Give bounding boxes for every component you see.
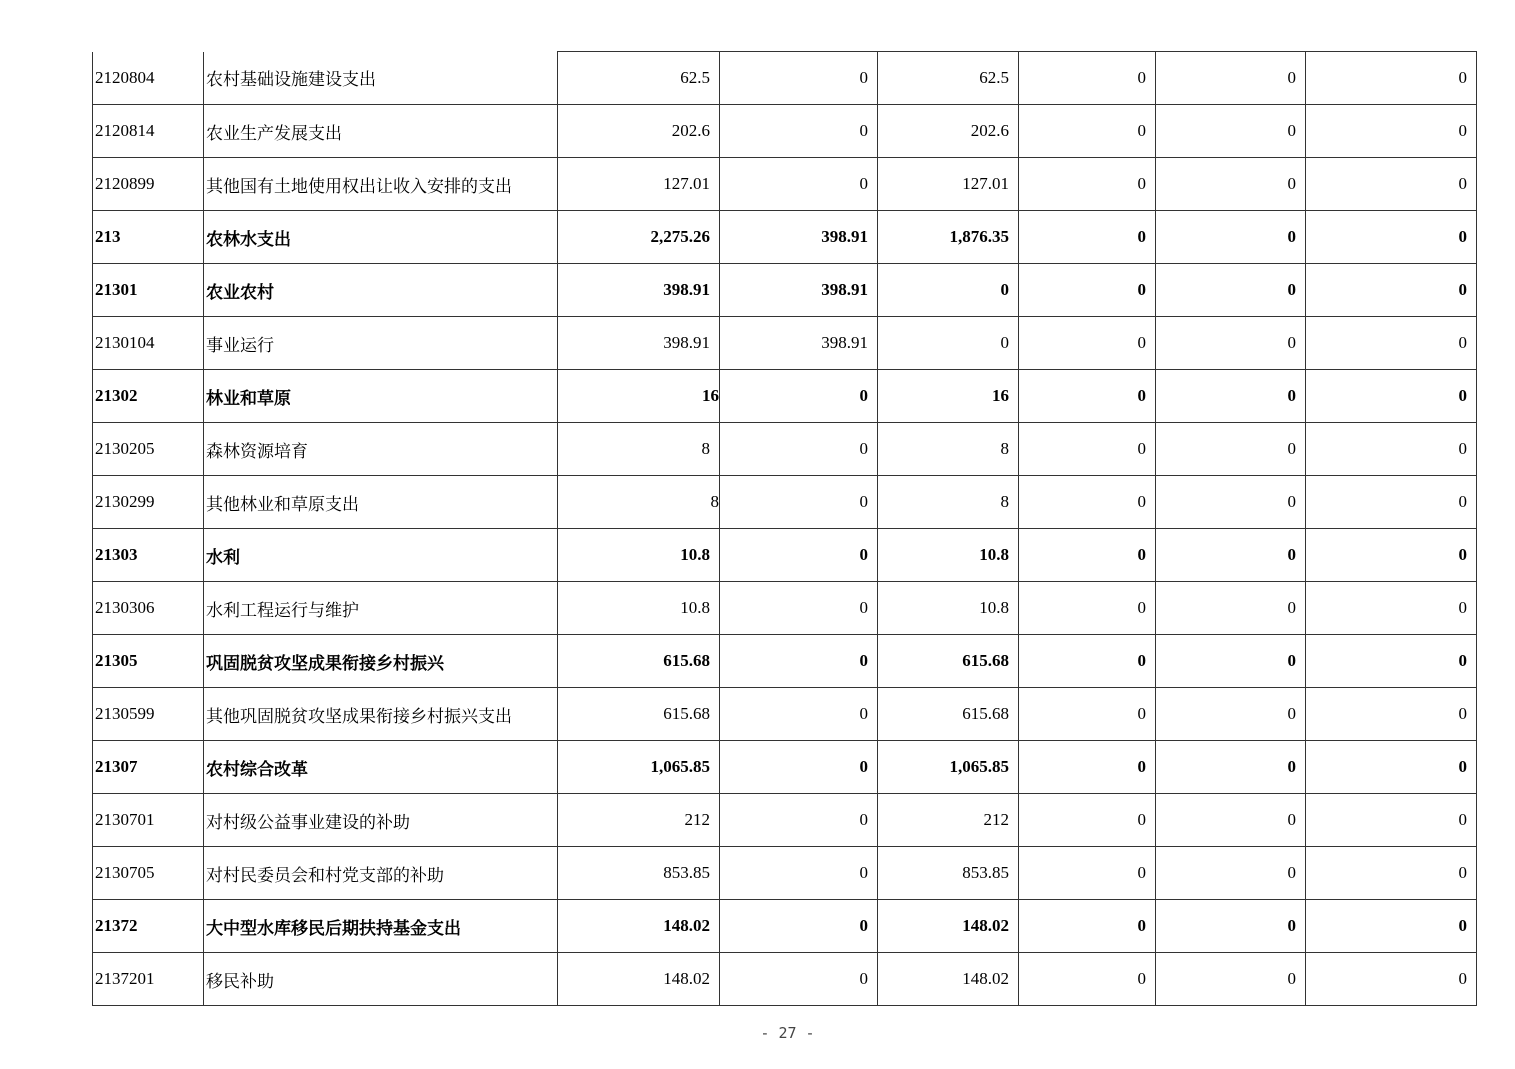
cell-column-5: 0 <box>1156 900 1306 953</box>
cell-column-4: 0 <box>1019 264 1156 317</box>
cell-subject-code: 2130599 <box>93 688 204 741</box>
cell-total: 398.91 <box>558 264 720 317</box>
cell-total: 8 <box>558 476 720 529</box>
cell-subject-code: 21303 <box>93 529 204 582</box>
cell-column-6: 0 <box>1306 370 1477 423</box>
cell-subject-name: 其他巩固脱贫攻坚成果衔接乡村振兴支出 <box>204 688 558 741</box>
cell-project-expenditure: 62.5 <box>878 52 1019 105</box>
cell-column-5: 0 <box>1156 847 1306 900</box>
cell-column-4: 0 <box>1019 953 1156 1006</box>
cell-total: 127.01 <box>558 158 720 211</box>
table-row <box>93 105 1477 158</box>
cell-subject-code: 21302 <box>93 370 204 423</box>
cell-project-expenditure: 8 <box>878 476 1019 529</box>
cell-basic-expenditure: 0 <box>720 900 878 953</box>
cell-column-5: 0 <box>1156 794 1306 847</box>
cell-column-5: 0 <box>1156 741 1306 794</box>
cell-subject-name: 其他林业和草原支出 <box>204 476 558 529</box>
cell-column-4: 0 <box>1019 52 1156 105</box>
cell-column-6: 0 <box>1306 476 1477 529</box>
cell-column-6: 0 <box>1306 635 1477 688</box>
cell-total: 16 <box>558 370 720 423</box>
cell-column-4: 0 <box>1019 688 1156 741</box>
cell-column-5: 0 <box>1156 317 1306 370</box>
cell-column-4: 0 <box>1019 317 1156 370</box>
cell-column-5: 0 <box>1156 582 1306 635</box>
cell-column-4: 0 <box>1019 423 1156 476</box>
cell-project-expenditure: 615.68 <box>878 688 1019 741</box>
table-row-subtotal <box>93 741 1477 794</box>
cell-subject-name: 森林资源培育 <box>204 423 558 476</box>
cell-subject-code: 2130701 <box>93 794 204 847</box>
cell-project-expenditure: 1,065.85 <box>878 741 1019 794</box>
cell-column-5: 0 <box>1156 953 1306 1006</box>
cell-subject-name: 对村民委员会和村党支部的补助 <box>204 847 558 900</box>
cell-subject-code: 2130306 <box>93 582 204 635</box>
table-row-subtotal <box>93 900 1477 953</box>
table-row <box>93 794 1477 847</box>
cell-subject-code: 2120899 <box>93 158 204 211</box>
cell-total: 148.02 <box>558 953 720 1006</box>
cell-project-expenditure: 0 <box>878 264 1019 317</box>
cell-project-expenditure: 10.8 <box>878 582 1019 635</box>
cell-subject-name: 林业和草原 <box>204 370 558 423</box>
cell-project-expenditure: 16 <box>878 370 1019 423</box>
cell-project-expenditure: 148.02 <box>878 953 1019 1006</box>
cell-project-expenditure: 148.02 <box>878 900 1019 953</box>
cell-basic-expenditure: 0 <box>720 953 878 1006</box>
cell-column-6: 0 <box>1306 688 1477 741</box>
cell-project-expenditure: 8 <box>878 423 1019 476</box>
table-row <box>93 476 1477 529</box>
cell-column-6: 0 <box>1306 211 1477 264</box>
cell-project-expenditure: 615.68 <box>878 635 1019 688</box>
cell-column-4: 0 <box>1019 582 1156 635</box>
table-body <box>93 52 1477 1006</box>
cell-basic-expenditure: 0 <box>720 52 878 105</box>
cell-column-6: 0 <box>1306 529 1477 582</box>
cell-subject-name: 农业农村 <box>204 264 558 317</box>
cell-column-6: 0 <box>1306 741 1477 794</box>
cell-subject-code: 2130205 <box>93 423 204 476</box>
cell-basic-expenditure: 0 <box>720 635 878 688</box>
cell-column-4: 0 <box>1019 476 1156 529</box>
cell-column-4: 0 <box>1019 370 1156 423</box>
cell-basic-expenditure: 0 <box>720 529 878 582</box>
cell-column-5: 0 <box>1156 635 1306 688</box>
cell-column-4: 0 <box>1019 529 1156 582</box>
table-row <box>93 317 1477 370</box>
cell-project-expenditure: 0 <box>878 317 1019 370</box>
cell-subject-code: 2120804 <box>93 52 204 105</box>
cell-subject-code: 21305 <box>93 635 204 688</box>
cell-subject-code: 2137201 <box>93 953 204 1006</box>
cell-basic-expenditure: 0 <box>720 741 878 794</box>
table-row-subtotal <box>93 370 1477 423</box>
cell-project-expenditure: 212 <box>878 794 1019 847</box>
cell-column-5: 0 <box>1156 105 1306 158</box>
cell-subject-name: 大中型水库移民后期扶持基金支出 <box>204 900 558 953</box>
cell-basic-expenditure: 0 <box>720 105 878 158</box>
table-row <box>93 847 1477 900</box>
cell-column-4: 0 <box>1019 794 1156 847</box>
cell-subject-code: 2130299 <box>93 476 204 529</box>
table-row <box>93 423 1477 476</box>
cell-project-expenditure: 202.6 <box>878 105 1019 158</box>
table-row <box>93 582 1477 635</box>
cell-project-expenditure: 853.85 <box>878 847 1019 900</box>
cell-project-expenditure: 1,876.35 <box>878 211 1019 264</box>
cell-column-6: 0 <box>1306 794 1477 847</box>
cell-column-6: 0 <box>1306 900 1477 953</box>
cell-column-6: 0 <box>1306 423 1477 476</box>
cell-basic-expenditure: 0 <box>720 423 878 476</box>
cell-subject-name: 农林水支出 <box>204 211 558 264</box>
cell-total: 853.85 <box>558 847 720 900</box>
cell-total: 615.68 <box>558 688 720 741</box>
cell-subject-name: 巩固脱贫攻坚成果衔接乡村振兴 <box>204 635 558 688</box>
cell-project-expenditure: 127.01 <box>878 158 1019 211</box>
cell-subject-name: 对村级公益事业建设的补助 <box>204 794 558 847</box>
cell-subject-code: 21307 <box>93 741 204 794</box>
cell-column-5: 0 <box>1156 476 1306 529</box>
table-row <box>93 688 1477 741</box>
cell-total: 10.8 <box>558 582 720 635</box>
cell-total: 615.68 <box>558 635 720 688</box>
cell-column-4: 0 <box>1019 211 1156 264</box>
cell-basic-expenditure: 0 <box>720 476 878 529</box>
cell-column-6: 0 <box>1306 953 1477 1006</box>
budget-expenditure-table <box>92 51 1477 1006</box>
cell-column-5: 0 <box>1156 370 1306 423</box>
cell-total: 148.02 <box>558 900 720 953</box>
cell-subject-name: 其他国有土地使用权出让收入安排的支出 <box>204 158 558 211</box>
cell-subject-code: 21301 <box>93 264 204 317</box>
cell-basic-expenditure: 0 <box>720 370 878 423</box>
cell-basic-expenditure: 0 <box>720 158 878 211</box>
cell-subject-code: 2130104 <box>93 317 204 370</box>
cell-basic-expenditure: 0 <box>720 847 878 900</box>
cell-column-4: 0 <box>1019 105 1156 158</box>
cell-basic-expenditure: 398.91 <box>720 317 878 370</box>
cell-subject-name: 水利 <box>204 529 558 582</box>
cell-column-4: 0 <box>1019 635 1156 688</box>
cell-column-6: 0 <box>1306 52 1477 105</box>
cell-basic-expenditure: 398.91 <box>720 211 878 264</box>
cell-total: 2,275.26 <box>558 211 720 264</box>
cell-subject-code: 2120814 <box>93 105 204 158</box>
cell-total: 62.5 <box>558 52 720 105</box>
cell-column-6: 0 <box>1306 847 1477 900</box>
cell-subject-code: 21372 <box>93 900 204 953</box>
cell-column-5: 0 <box>1156 423 1306 476</box>
cell-column-6: 0 <box>1306 264 1477 317</box>
cell-total: 1,065.85 <box>558 741 720 794</box>
cell-subject-code: 213 <box>93 211 204 264</box>
cell-total: 212 <box>558 794 720 847</box>
cell-column-4: 0 <box>1019 900 1156 953</box>
cell-column-6: 0 <box>1306 582 1477 635</box>
table-row <box>93 953 1477 1006</box>
cell-total: 398.91 <box>558 317 720 370</box>
cell-total: 202.6 <box>558 105 720 158</box>
cell-column-6: 0 <box>1306 105 1477 158</box>
cell-column-6: 0 <box>1306 158 1477 211</box>
table-row-subtotal <box>93 211 1477 264</box>
cell-basic-expenditure: 0 <box>720 688 878 741</box>
table-row-subtotal <box>93 635 1477 688</box>
cell-column-5: 0 <box>1156 529 1306 582</box>
cell-basic-expenditure: 398.91 <box>720 264 878 317</box>
cell-column-4: 0 <box>1019 158 1156 211</box>
cell-subject-name: 水利工程运行与维护 <box>204 582 558 635</box>
cell-total: 10.8 <box>558 529 720 582</box>
cell-total: 8 <box>558 423 720 476</box>
cell-subject-code: 2130705 <box>93 847 204 900</box>
page-number: - 27 - <box>760 1024 815 1042</box>
cell-subject-name: 农业生产发展支出 <box>204 105 558 158</box>
cell-subject-name: 农村基础设施建设支出 <box>204 52 558 105</box>
table-row-subtotal <box>93 529 1477 582</box>
cell-column-6: 0 <box>1306 317 1477 370</box>
table-row <box>93 52 1477 105</box>
cell-column-5: 0 <box>1156 211 1306 264</box>
cell-subject-name: 移民补助 <box>204 953 558 1006</box>
cell-basic-expenditure: 0 <box>720 582 878 635</box>
cell-column-5: 0 <box>1156 688 1306 741</box>
cell-column-4: 0 <box>1019 847 1156 900</box>
cell-subject-name: 农村综合改革 <box>204 741 558 794</box>
table-row-subtotal <box>93 264 1477 317</box>
cell-project-expenditure: 10.8 <box>878 529 1019 582</box>
cell-column-5: 0 <box>1156 158 1306 211</box>
table-row <box>93 158 1477 211</box>
cell-column-4: 0 <box>1019 741 1156 794</box>
cell-subject-name: 事业运行 <box>204 317 558 370</box>
cell-basic-expenditure: 0 <box>720 794 878 847</box>
cell-column-5: 0 <box>1156 264 1306 317</box>
cell-column-5: 0 <box>1156 52 1306 105</box>
